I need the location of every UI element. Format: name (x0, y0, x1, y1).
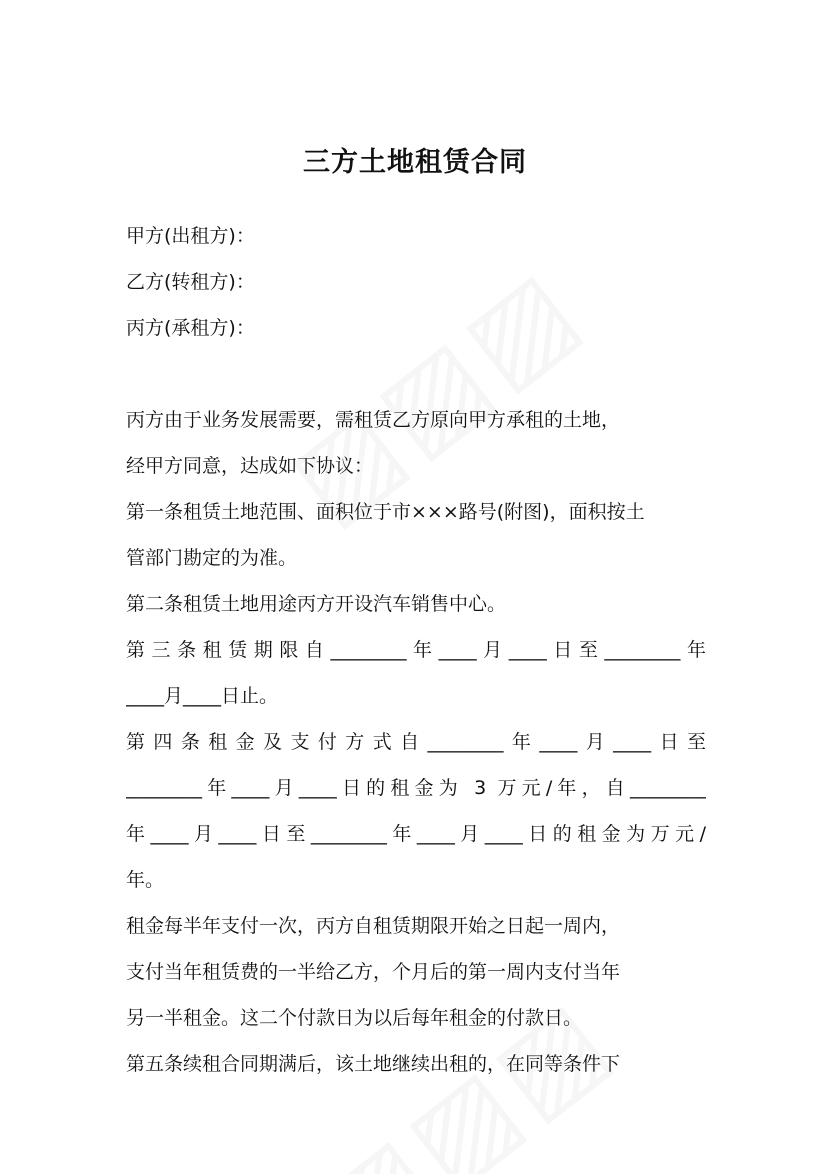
party-a-line: 甲方(出租方)： (126, 225, 255, 247)
party-c-line: 丙方(承租方)： (126, 317, 255, 339)
body-line: 丙方由于业务发展需要，需租赁乙方原向甲方承租的土地， (126, 409, 621, 431)
body-line: 年____月____日至________年____月____日的租金为万元/ (126, 823, 706, 845)
body-line: 支付当年租赁费的一半给乙方，个月后的第一周内支付当年 (126, 961, 621, 983)
body-line: 第一条租赁土地范围、面积位于市×××路号(附图)，面积按土 (126, 501, 645, 523)
body-line: 经甲方同意，达成如下协议： (126, 455, 374, 477)
party-b-line: 乙方(转租方)： (126, 271, 255, 293)
body-line: ____月____日止。 (126, 685, 279, 707)
body-line: 第二条租赁土地用途丙方开设汽车销售中心。 (126, 593, 507, 615)
body-line: ________年____月____日的租金为 3 万元/年，自________ (126, 777, 706, 799)
document-body (126, 213, 706, 1087)
body-line: 另一半租金。这二个付款日为以后每年租金的付款日。 (126, 1007, 583, 1029)
body-line: 管部门勘定的为准。 (126, 547, 298, 569)
spacer (126, 351, 706, 397)
body-line: 第五条续租合同期满后，该土地继续出租的，在同等条件下 (126, 1053, 621, 1075)
body-line: 第四条租金及支付方式自________年____月____日至 (126, 731, 706, 753)
body-line: 租金每半年支付一次，丙方自租赁期限开始之日起一周内， (126, 915, 621, 937)
body-line: 第三条租赁期限自________年____月____日至________年 (126, 639, 706, 661)
body-line: 年。 (126, 869, 165, 891)
document-title: 三方土地租赁合同 (303, 147, 527, 178)
